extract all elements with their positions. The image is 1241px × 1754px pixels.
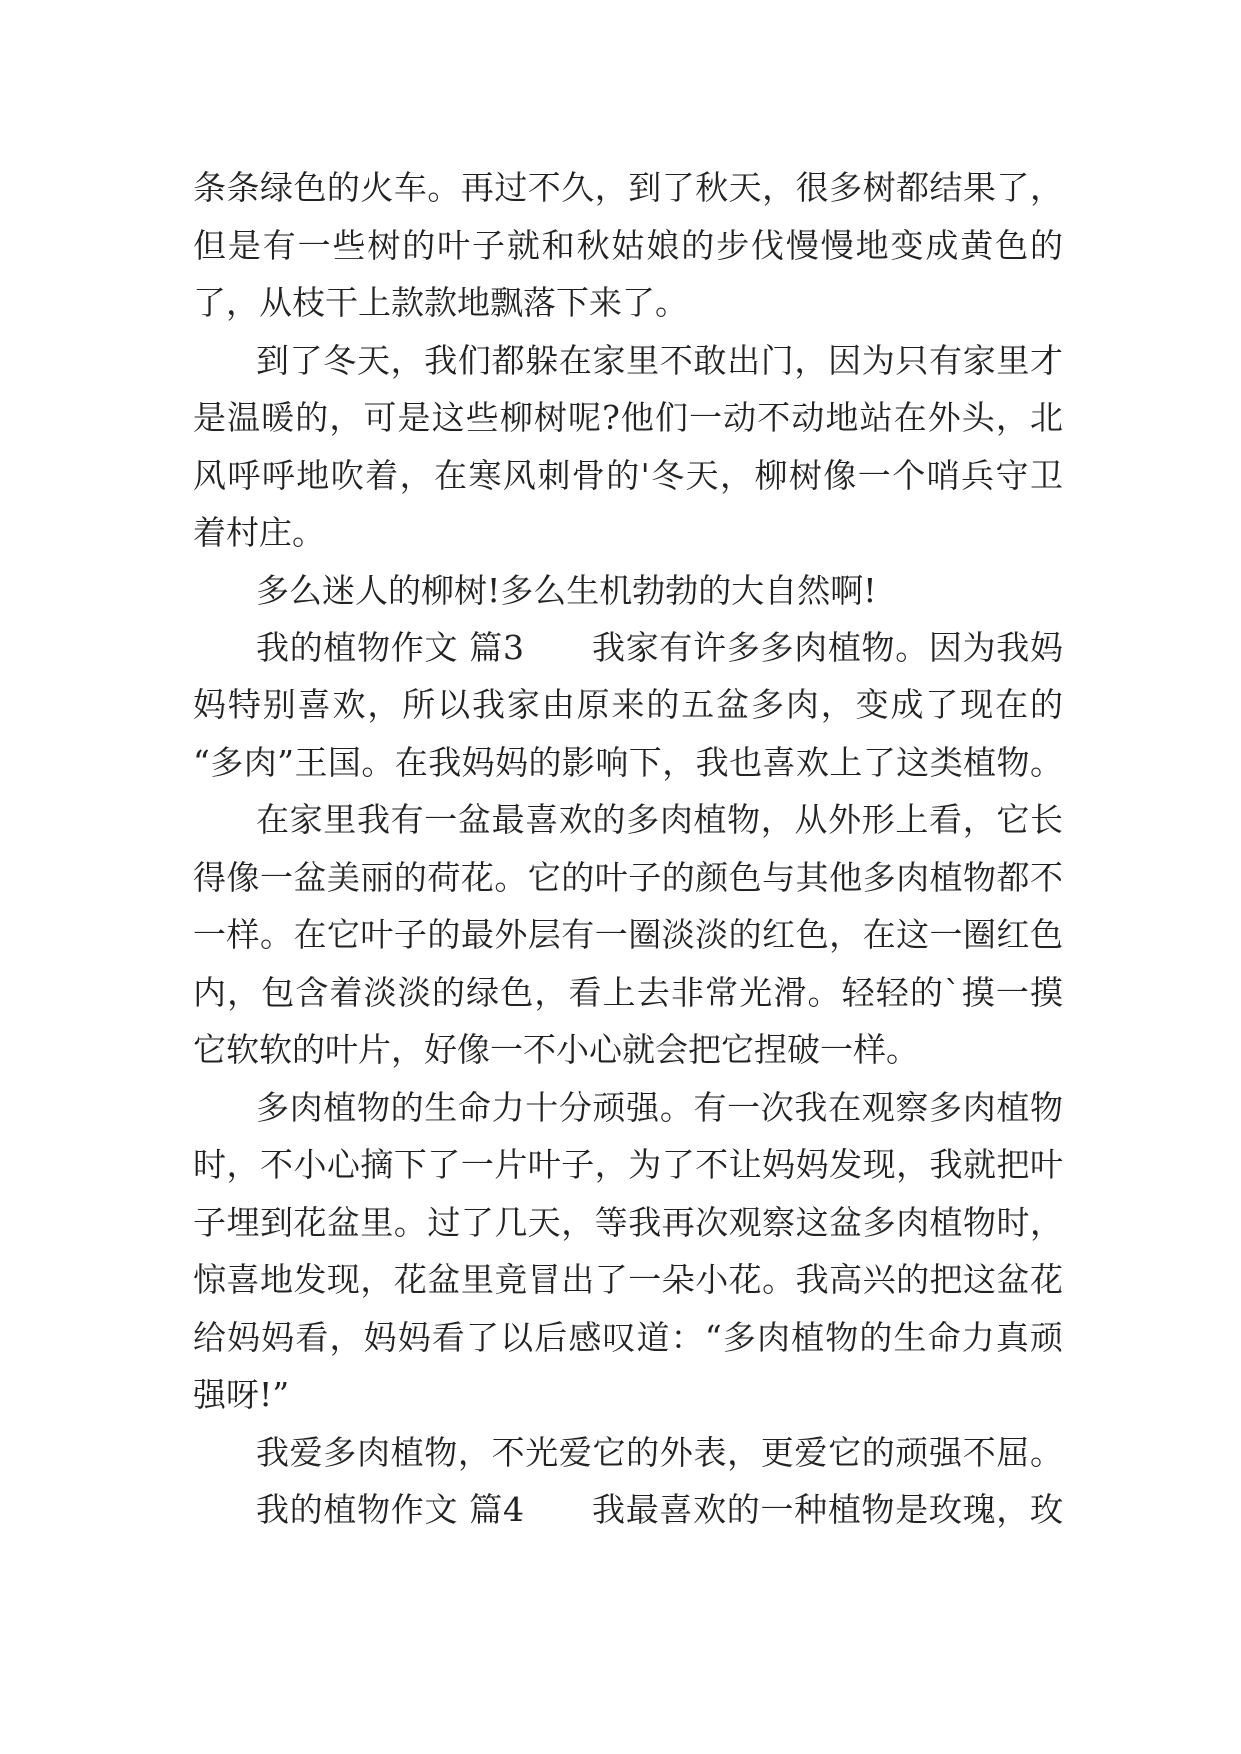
- text-line: 子埋到花盆里。过了几天，等我再次观察这盆多肉植物时，: [193, 1203, 1063, 1242]
- text-line: 内，包含着淡淡的绿色，看上去非常光滑。轻轻的`摸一摸: [193, 973, 1063, 1012]
- text-line: 是温暖的，可是这些柳树呢?他们一动不动地站在外头，北: [193, 398, 1063, 437]
- text-line: 一样。在它叶子的最外层有一圈淡淡的红色，在这一圈红色: [193, 915, 1063, 954]
- text-line: 着村庄。: [193, 513, 325, 552]
- text-line: 给妈妈看，妈妈看了以后感叹道：“多肉植物的生命力真顽: [193, 1318, 1063, 1357]
- paragraph-start-line: 在家里我有一盆最喜欢的多肉植物，从外形上看，它长: [256, 800, 1063, 839]
- paragraph-start-line: 到了冬天，我们都躲在家里不敢出门，因为只有家里才: [256, 341, 1063, 380]
- text-line: 妈特别喜欢，所以我家由原来的五盆多肉，变成了现在的: [193, 685, 1063, 724]
- paragraph-start-line: 多肉植物的生命力十分顽强。有一次我在观察多肉植物: [256, 1088, 1063, 1127]
- text-line: 得像一盆美丽的荷花。它的叶子的颜色与其他多肉植物都不: [193, 858, 1063, 897]
- paragraph-start-line: 多么迷人的柳树!多么生机勃勃的大自然啊!: [256, 571, 877, 610]
- text-line: 强呀!”: [193, 1375, 290, 1414]
- section-heading-line: 我的植物作文 篇4 我最喜欢的一种植物是玫瑰，玫: [256, 1490, 1063, 1529]
- text-line: 它软软的叶片，好像一不小心就会把它捏破一样。: [193, 1030, 919, 1069]
- text-line: 时，不小心摘下了一片叶子，为了不让妈妈发现，我就把叶: [193, 1145, 1063, 1184]
- text-line: 但是有一些树的叶子就和秋姑娘的步伐慢慢地变成黄色的: [193, 226, 1063, 265]
- text-line: 条条绿色的火车。再过不久，到了秋天，很多树都结果了，: [193, 168, 1063, 207]
- text-line: 惊喜地发现，花盆里竟冒出了一朵小花。我高兴的把这盆花: [193, 1260, 1063, 1299]
- text-line: 了，从枝干上款款地飘落下来了。: [193, 283, 688, 322]
- text-line: 风呼呼地吹着，在寒风刺骨的'冬天，柳树像一个哨兵守卫: [193, 456, 1063, 495]
- paragraph-start-line: 我爱多肉植物，不光爱它的外表，更爱它的顽强不屈。: [256, 1433, 1063, 1472]
- text-line: “多肉”王国。在我妈妈的影响下，我也喜欢上了这类植物。: [193, 743, 1063, 782]
- section-heading-line: 我的植物作文 篇3 我家有许多多肉植物。因为我妈: [256, 628, 1063, 667]
